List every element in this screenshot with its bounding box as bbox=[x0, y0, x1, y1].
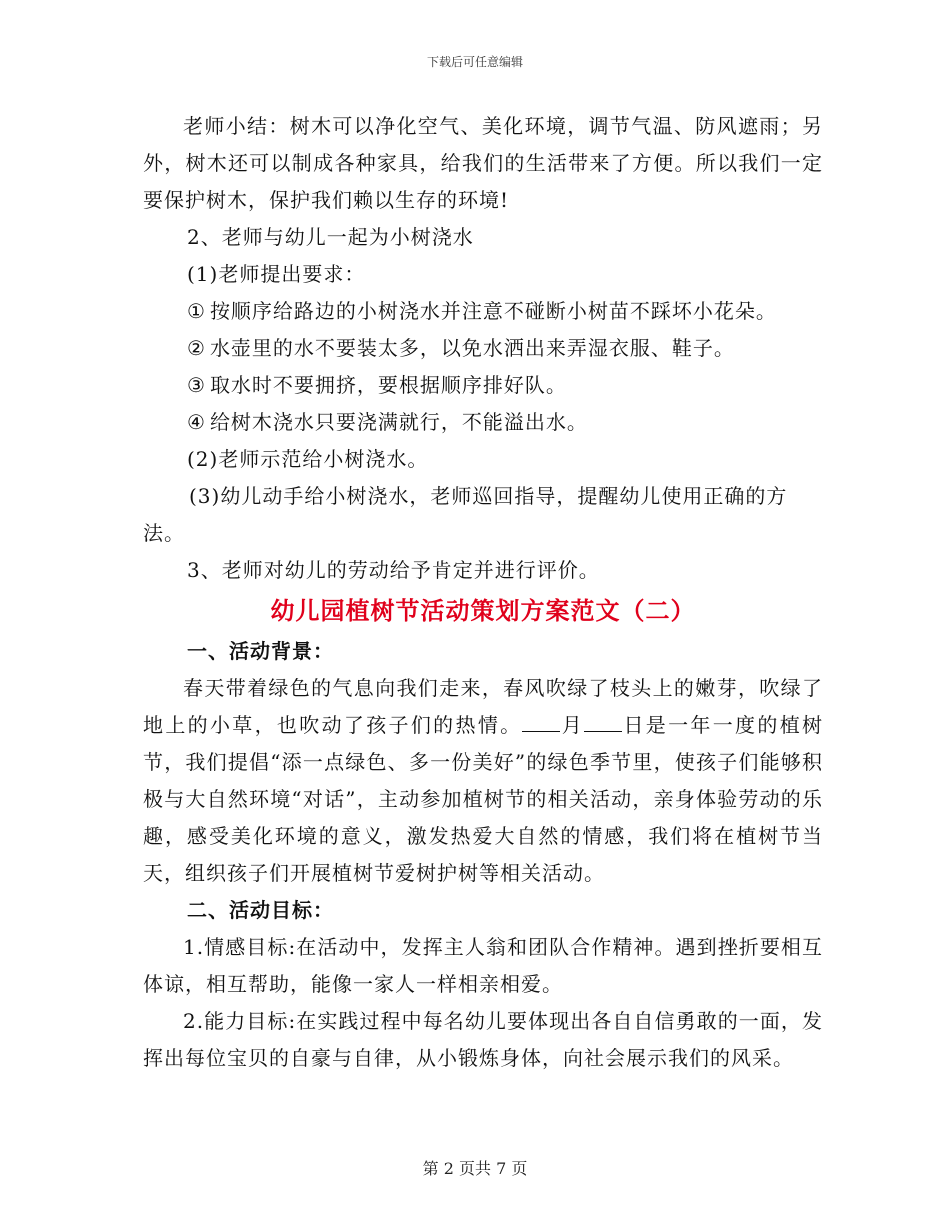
list-item-number: ② bbox=[187, 336, 206, 360]
background-paragraph bbox=[143, 670, 823, 892]
requirements-list bbox=[143, 293, 823, 441]
list-item-number: ① bbox=[187, 299, 206, 323]
goal-2-paragraph: 2.能力目标:在实践过程中每名幼儿要体现出各自自信勇敢的一面，发挥出每位宝贝的自豪与自律，从小锻炼身体，向社会展示我们的风采。 bbox=[143, 1009, 823, 1070]
list-item-number: ③ bbox=[187, 373, 206, 397]
background-month: 月 bbox=[560, 713, 585, 737]
teacher-summary-paragraph: 老师小结：树木可以净化空气、美化环境，调节气温、防风遮雨；另外，树木还可以制成各种家具，给我们的生活带来了方便。所以我们一定要保护树木，保护我们赖以生存的环境! bbox=[143, 114, 823, 212]
header-note: 下载后可任意编辑 bbox=[426, 55, 523, 69]
list-item-number: ④ bbox=[187, 410, 206, 434]
goal-1-paragraph: 1.情感目标:在活动中，发挥主人翁和团队合作精神。遇到挫折要相互体谅，相互帮助，能像一家人一样相亲相爱。 bbox=[143, 935, 823, 996]
practice-step: (3)幼儿动手给小树浇水，老师巡回指导，提醒幼儿使用正确的方法。 bbox=[143, 484, 788, 545]
step-2-heading: 2、老师与幼儿一起为小树浇水 bbox=[187, 225, 474, 249]
list-item bbox=[143, 404, 823, 441]
list-item bbox=[143, 367, 823, 404]
document-body bbox=[143, 108, 823, 1077]
background-heading: 一、活动背景： bbox=[187, 639, 334, 663]
page-number: 第 2 页共 7 页 bbox=[422, 1159, 528, 1178]
demo-step: (2)老师示范给小树浇水。 bbox=[187, 447, 429, 471]
section-title: 幼儿园植树节活动策划方案范文（二） bbox=[270, 596, 696, 625]
list-item-text: 给树木浇水只要浇满就行，不能溢出水。 bbox=[209, 410, 588, 434]
blank-line bbox=[584, 713, 622, 732]
list-item-text: 水壶里的水不要装太多，以免水洒出来弄湿衣服、鞋子。 bbox=[209, 336, 735, 360]
background-text-part2: 日是一年一度的植树节，我们提倡“添一点绿色、多一份美好”的绿色季节里，使孩子们能够积极与大自然环境“对话”，主动参加植树节的相关活动，亲身体验劳动的乐趣，感受美化环境的意义，激发热爱大自然的情感，我们将在植树节当天，组织孩子们开展植树节爱树护树等相关活动。 bbox=[143, 713, 824, 885]
step-3-heading: 3、老师对幼儿的劳动给予肯定并进行评价。 bbox=[187, 558, 600, 582]
list-item-text: 取水时不要拥挤，要根据顺序排好队。 bbox=[209, 373, 567, 397]
background-text-part1: 春天带着绿色的气息向我们走来，春风吹绿了枝头上的嫩芽，吹绿了地上的小草，也吹动了孩子们的热情。 bbox=[143, 676, 823, 737]
list-item-text: 按顺序给路边的小树浇水并注意不碰断小树苗不踩坏小花朵。 bbox=[209, 299, 777, 323]
list-item bbox=[143, 330, 823, 367]
goals-heading: 二、活动目标： bbox=[187, 898, 334, 922]
list-item bbox=[143, 293, 823, 330]
requirements-heading: (1)老师提出要求： bbox=[187, 262, 366, 286]
blank-line bbox=[522, 713, 560, 732]
